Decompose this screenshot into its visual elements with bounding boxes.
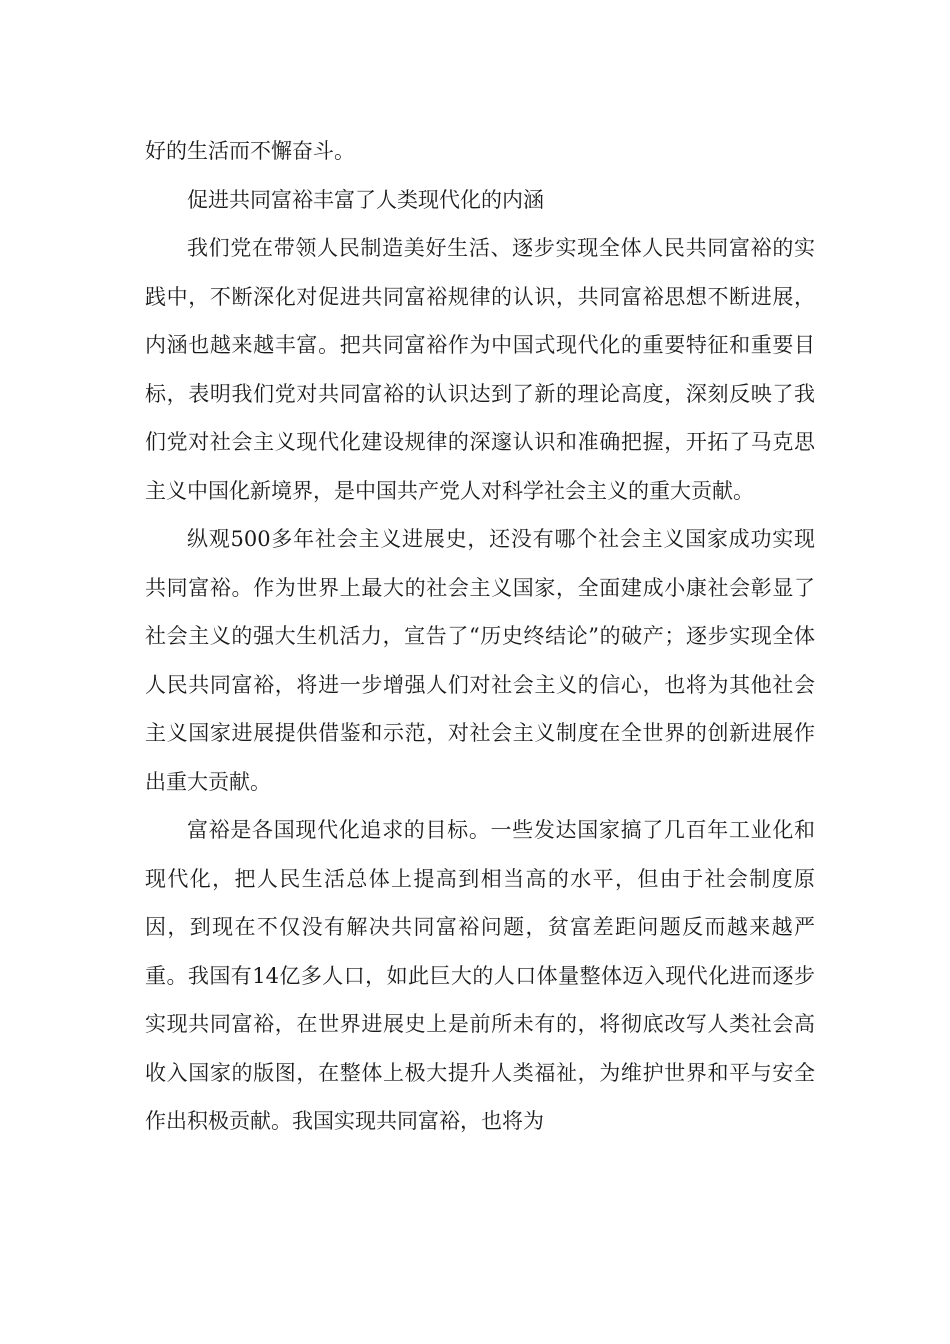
paragraph: 纵观500多年社会主义进展史，还没有哪个社会主义国家成功实现共同富裕。作为世界上最大的社会主义国家，全面建成小康社会彰显了社会主义的强大生机活力，宣告了“历史终结论”的破产；逐步实现全体人民共同富裕，将进一步增强人们对社会主义的信心，也将为其他社会主义国家进展提供借鉴和示范，对社会主义制度在全世界的创新进展作出重大贡献。 [145, 527, 815, 794]
paragraph: 我们党在带领人民制造美好生活、逐步实现全体人民共同富裕的实践中，不断深化对促进共同富裕规律的认识，共同富裕思想不断进展，内涵也越来越丰富。把共同富裕作为中国式现代化的重要特征和重要目标，表明我们党对共同富裕的认识达到了新的理论高度，深刻反映了我们党对社会主义现代化建设规律的深邃认识和准确把握，开拓了马克思主义中国化新境界，是中国共产党人对科学社会主义的重大贡献。 [145, 236, 815, 503]
section-heading: 促进共同富裕丰富了人类现代化的内涵 [187, 187, 544, 212]
document-body [145, 127, 815, 1146]
paragraph-continuation: 好的生活而不懈奋斗。 [145, 139, 355, 163]
paragraph: 富裕是各国现代化追求的目标。一些发达国家搞了几百年工业化和现代化，把人民生活总体上提高到相当高的水平，但由于社会制度原因，到现在不仅没有解决共同富裕问题，贫富差距问题反而越来越严重。我国有14亿多人口，如此巨大的人口体量整体迈入现代化进而逐步实现共同富裕，在世界进展史上是前所未有的，将彻底改写人类社会高收入国家的版图，在整体上极大提升人类福祉，为维护世界和平与安全作出积极贡献。我国实现共同富裕，也将为 [145, 818, 815, 1133]
